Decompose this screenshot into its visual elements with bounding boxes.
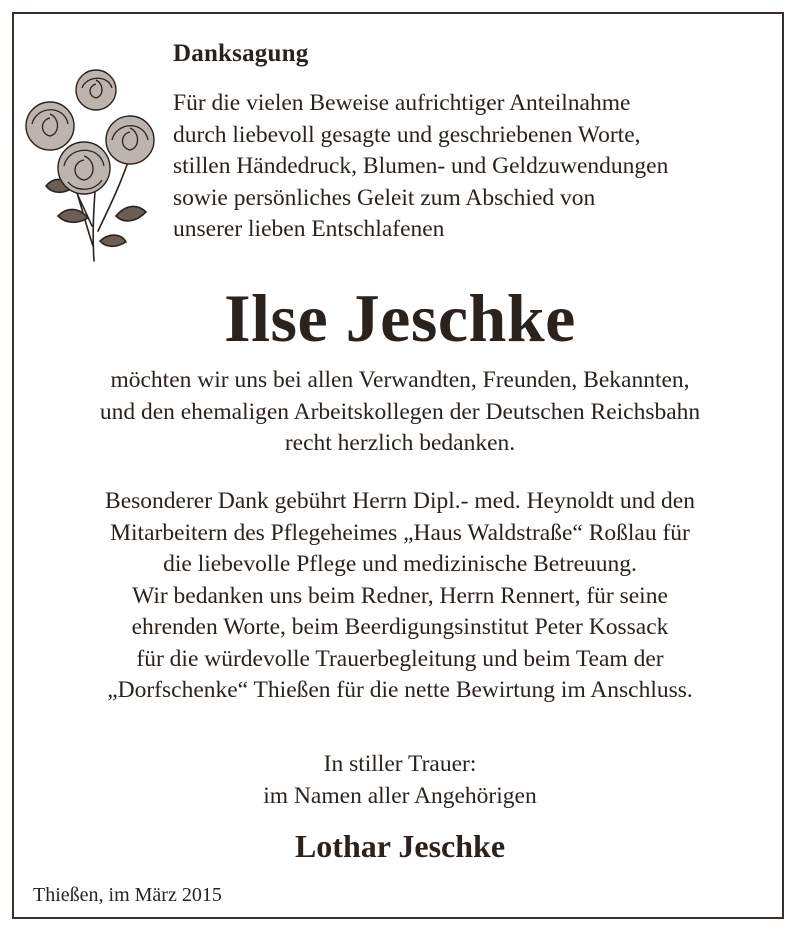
thanks-text bbox=[0, 365, 800, 460]
special-thanks-text bbox=[0, 486, 800, 707]
intro-line: sowie persönliches Geleit zum Abschied von bbox=[173, 184, 596, 211]
closing-line: im Namen aller Angehörigen bbox=[263, 782, 537, 809]
intro-line: stillen Händedruck, Blumen- und Geldzuwendungen bbox=[173, 153, 669, 179]
intro-text bbox=[173, 88, 668, 246]
special-thanks-line: ehrenden Worte, beim Beerdigungsinstitut Peter Kossack bbox=[131, 614, 669, 640]
special-thanks-line: Besonderer Dank gebührt Herrn Dipl.- med. Heynoldt und den bbox=[105, 488, 695, 514]
deceased-name: Ilse Jeschke bbox=[224, 280, 576, 356]
intro-line: unserer lieben Entschlafenen bbox=[173, 216, 445, 242]
intro-line: Für die vielen Beweise aufrichtiger Anteilnahme bbox=[173, 90, 631, 116]
special-thanks-line: Wir bedanken uns beim Redner, Herrn Rennert, für seine bbox=[132, 582, 668, 609]
thanks-line: und den ehemaligen Arbeitskollegen der Deutschen Reichsbahn bbox=[99, 398, 701, 425]
special-thanks-line: für die würdevolle Trauerbegleitung und beim Team der bbox=[136, 645, 664, 672]
signer-name: Lothar Jeschke bbox=[294, 828, 506, 864]
thanks-line: recht herzlich bedanken. bbox=[284, 430, 516, 456]
closing-line: In stiller Trauer: bbox=[323, 751, 477, 777]
heading: Danksagung bbox=[173, 40, 309, 67]
special-thanks-line: Mitarbeitern des Pflegeheimes „Haus Waldstraße“ Roßlau für bbox=[110, 519, 690, 546]
roses-illustration bbox=[18, 66, 158, 266]
place-date: Thießen, im März 2015 bbox=[33, 884, 222, 906]
thanks-line: möchten wir uns bei allen Verwandten, Freunden, Bekannten, bbox=[110, 367, 690, 393]
closing-text bbox=[0, 749, 800, 812]
special-thanks-line: „Dorfschenke“ Thießen für die nette Bewirtung im Anschluss. bbox=[107, 677, 693, 703]
special-thanks-line: die liebevolle Pflege und medizinische Betreuung. bbox=[163, 551, 637, 577]
intro-line: durch liebevoll gesagte und geschriebenen Worte, bbox=[173, 121, 641, 148]
